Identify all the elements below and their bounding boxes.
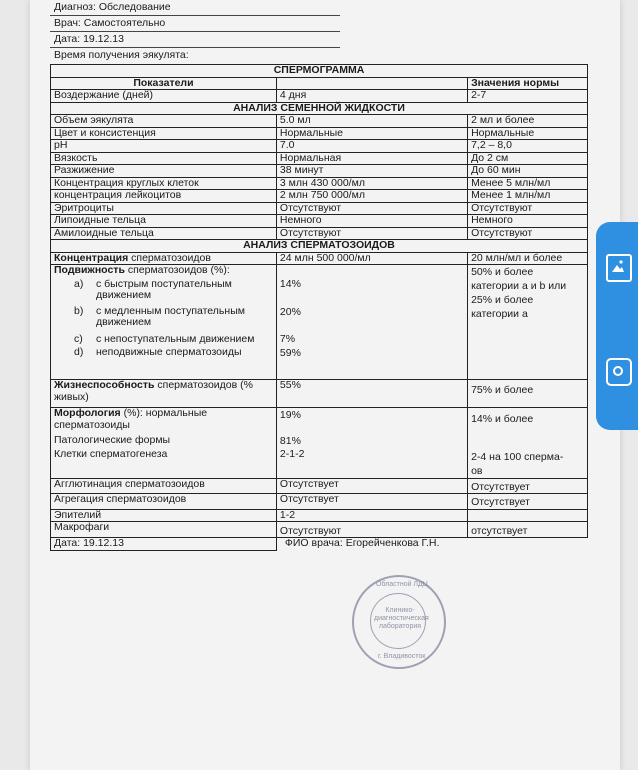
row-norm: Менее 1 млн/мл	[468, 190, 588, 203]
row-value: Нормальные	[276, 127, 467, 140]
row-value: 24 млн 500 000/мл	[276, 252, 467, 265]
row-label: Агрегация сперматозоидов	[51, 494, 277, 510]
row-label: Вязкость	[51, 152, 277, 165]
morphology-row	[51, 408, 588, 479]
doctor-line: Врач: Самостоятельно	[50, 16, 340, 32]
image-edit-icon	[611, 259, 625, 273]
row-norm: Отсутствуют	[468, 202, 588, 215]
footer-doctor: ФИО врача: Егорейченкова Г.Н.	[284, 537, 440, 549]
row-norm: 20 млн/мл и более	[468, 252, 588, 265]
row-label: Концентрация круглых клеток	[51, 177, 277, 190]
row-norm: Отсутствует	[468, 494, 588, 510]
row-norm: отсутствует	[468, 522, 588, 538]
time-received-line: Время получения эякулята:	[54, 49, 189, 61]
camera-button[interactable]	[606, 358, 632, 386]
row-value: 38 минут	[276, 165, 467, 178]
stamp-text-top: Областной ЛДЦ	[376, 581, 428, 588]
row-norm	[468, 509, 588, 522]
morphology-label: Морфология (%): нормальные сперматозоиды Патологические формы Клетки сперматогенеза	[51, 408, 277, 479]
row-value: 55%	[276, 380, 467, 408]
morphology-norms: 14% и более 2-4 на 100 сперма-ов	[468, 408, 588, 479]
motility-item-text: неподвижные сперматозоиды	[96, 346, 242, 358]
motility-item-text: с быстрым поступательным движением	[96, 277, 232, 301]
table-row	[51, 202, 588, 215]
motility-values: 14% 20% 7% 59%	[276, 265, 467, 380]
row-label: Амилоидные тельца	[51, 227, 277, 240]
row-norm: Менее 5 млн/мл	[468, 177, 588, 190]
table-row	[51, 140, 588, 153]
section-fluid: АНАЛИЗ СЕМЕННОЙ ЖИДКОСТИ	[51, 102, 588, 115]
viability-row	[51, 380, 588, 408]
row-norm: Отсутствуют	[468, 227, 588, 240]
date-line: Дата: 19.12.13	[50, 32, 340, 48]
clinic-stamp	[352, 575, 446, 669]
row-label: Эпителий	[51, 509, 277, 522]
row-norm: Нормальные	[468, 127, 588, 140]
table-row	[51, 227, 588, 240]
row-value: 7.0	[276, 140, 467, 153]
spermogram-table	[50, 64, 588, 551]
row-label: Цвет и консистенция	[51, 127, 277, 140]
row-norm: До 60 мин	[468, 165, 588, 178]
row-norm: Отсутствует	[468, 478, 588, 494]
row-label: Разжижение	[51, 165, 277, 178]
row-label: pH	[51, 140, 277, 153]
row-norm: 2 мл и более	[468, 115, 588, 128]
row-norm: 2-7	[468, 90, 588, 103]
row-norm: Немного	[468, 215, 588, 228]
row-label: Концентрация сперматозоидов	[51, 252, 277, 265]
spermogram-title: СПЕРМОГРАММА	[51, 65, 588, 78]
row-label: Эритроциты	[51, 202, 277, 215]
motility-label: Подвижность сперматозоидов (%): a) с быстрым поступательным движением b) с медленным поступательным движением c) с непоступательным движением d) неподвижные сперматозоиды	[51, 265, 277, 380]
table-row	[51, 478, 588, 494]
footer-row	[51, 538, 588, 551]
row-value: Отсутствуют	[276, 522, 467, 538]
row-value: 2 млн 750 000/мл	[276, 190, 467, 203]
row-label: Макрофаги	[51, 522, 277, 538]
row-value: 1-2	[276, 509, 467, 522]
stamp-text-bottom: г. Владивосток	[378, 653, 426, 660]
row-norm: 75% и более	[468, 380, 588, 408]
photo-editor-button[interactable]	[606, 254, 632, 282]
row-value: 4 дня	[276, 90, 467, 103]
motility-item-text: с медленным поступательным движением	[96, 304, 245, 328]
row-value: Отсутствуют	[276, 227, 467, 240]
row-norm: До 2 см	[468, 152, 588, 165]
row-norm: 7,2 – 8,0	[468, 140, 588, 153]
col-indicators: Показатели	[51, 77, 277, 90]
row-value: 5.0 мл	[276, 115, 467, 128]
row-value: Отсутствует	[276, 478, 467, 494]
col-norms: Значения нормы	[468, 77, 588, 90]
row-value: Нормальная	[276, 152, 467, 165]
motility-norm: 50% и более категории а и b или 25% и более категории а	[468, 265, 588, 380]
row-label: Объем эякулята	[51, 115, 277, 128]
table-row	[51, 215, 588, 228]
row-label: Липоидные тельца	[51, 215, 277, 228]
diagnosis-line: Диагноз: Обследование	[50, 0, 340, 16]
motility-row	[51, 265, 588, 380]
motility-item-text: с непоступательным движением	[96, 332, 255, 345]
pre-header	[50, 0, 340, 63]
table-row	[51, 90, 588, 103]
table-row	[51, 252, 588, 265]
table-row	[51, 522, 588, 538]
table-row	[51, 509, 588, 522]
stamp-text-middle: Клинико-диагностическая лаборатория	[374, 607, 429, 630]
camera-icon	[613, 366, 623, 376]
table-row	[51, 190, 588, 203]
row-value: Отсутствует	[276, 494, 467, 510]
table-row	[51, 152, 588, 165]
table-row	[51, 127, 588, 140]
section-sperm: АНАЛИЗ СПЕРМАТОЗОИДОВ	[51, 240, 588, 253]
table-row	[51, 165, 588, 178]
row-value: 3 млн 430 000/мл	[276, 177, 467, 190]
table-row	[51, 115, 588, 128]
table-row	[51, 494, 588, 510]
table-row	[51, 177, 588, 190]
row-value: Отсутствуют	[276, 202, 467, 215]
side-toolbar	[596, 222, 638, 430]
row-label: Агглютинация сперматозоидов	[51, 478, 277, 494]
row-label: Жизнеспособность сперматозоидов (% живых)	[51, 380, 277, 408]
row-label: концентрация лейкоцитов	[51, 190, 277, 203]
morphology-values: 19% 81% 2-1-2	[276, 408, 467, 479]
row-label: Воздержание (дней)	[51, 90, 277, 103]
footer-date: Дата: 19.12.13	[51, 538, 277, 551]
row-value: Немного	[276, 215, 467, 228]
